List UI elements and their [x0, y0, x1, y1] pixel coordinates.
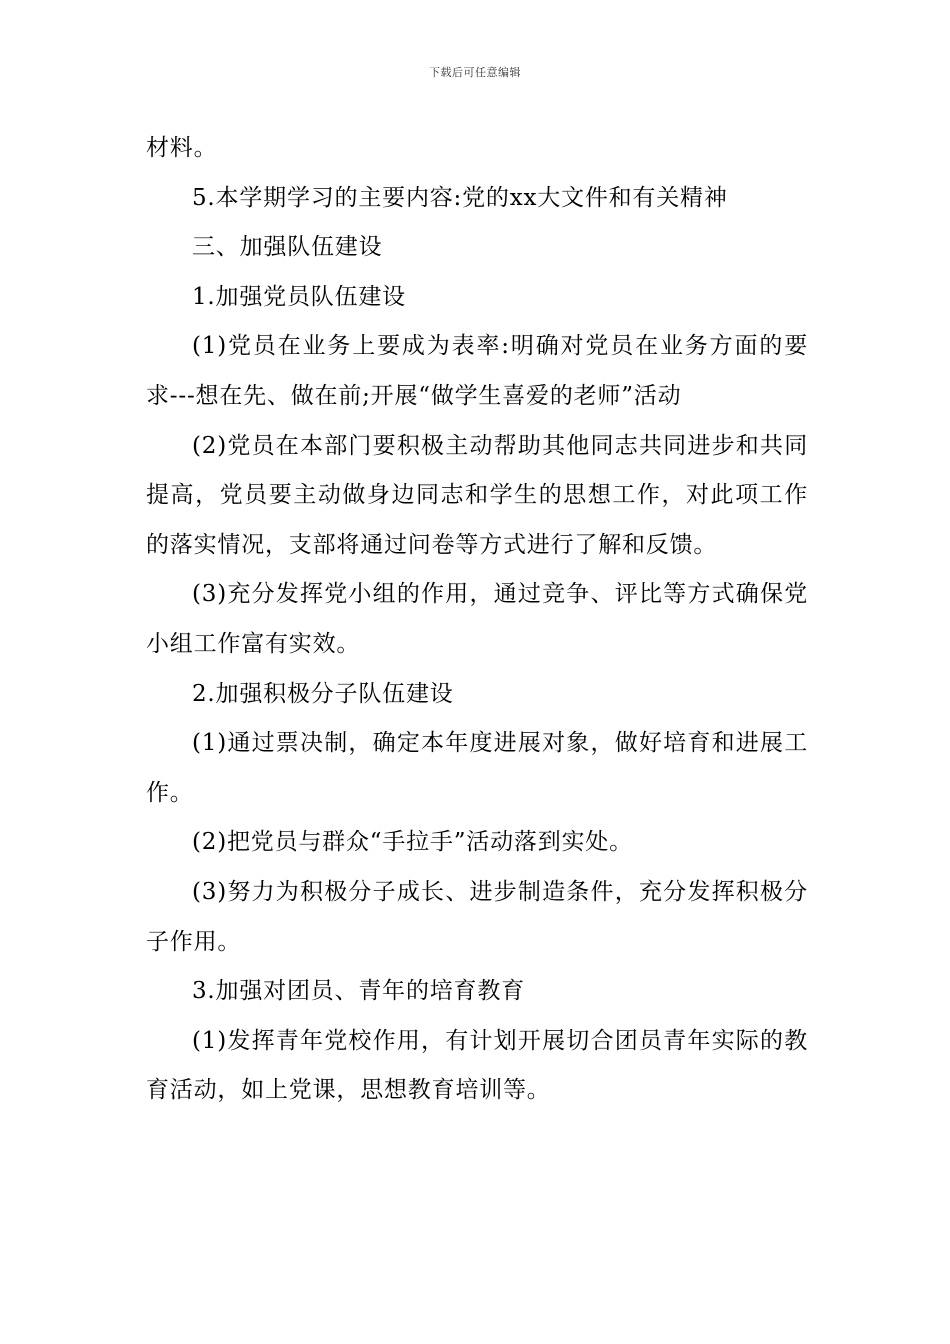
paragraph: (2)把党员与群众“手拉手”活动落到实处。 — [192, 829, 633, 856]
paragraph: (3)努力为积极分子成长、进步制造条件，充分发挥积极分子作用。 — [146, 878, 808, 955]
paragraph: (1)党员在业务上要成为表率:明确对党员在业务方面的要求---想在先、做在前;开展“做学生喜爱的老师”活动 — [146, 333, 808, 409]
subsection-heading: 3.加强对团员、青年的培育教育 — [192, 978, 525, 1005]
page-header: 下载后可任意编辑 — [429, 66, 521, 79]
paragraph: (2)党员在本部门要积极主动帮助其他同志共同进步和共同提高，党员要主动做身边同志和学生的思想工作，对此项工作的落实情况，支部将通过问卷等方式进行了解和反馈。 — [146, 432, 808, 558]
paragraph: (3)充分发挥党小组的作用，通过竞争、评比等方式确保党小组工作富有实效。 — [146, 581, 808, 657]
paragraph: (1)发挥青年党校作用，有计划开展切合团员青年实际的教育活动，如上党课，思想教育培训等。 — [146, 1027, 808, 1104]
paragraph: 5.本学期学习的主要内容:党的xx大文件和有关精神 — [192, 184, 728, 211]
document-body — [146, 124, 808, 1116]
subsection-heading: 1.加强党员队伍建设 — [192, 283, 406, 310]
paragraph: (1)通过票决制，确定本年度进展对象，做好培育和进展工作。 — [146, 730, 808, 806]
subsection-heading: 2.加强积极分子队伍建设 — [192, 680, 454, 707]
paragraph: 材料。 — [146, 135, 218, 161]
section-heading: 三、加强队伍建设 — [192, 234, 383, 261]
